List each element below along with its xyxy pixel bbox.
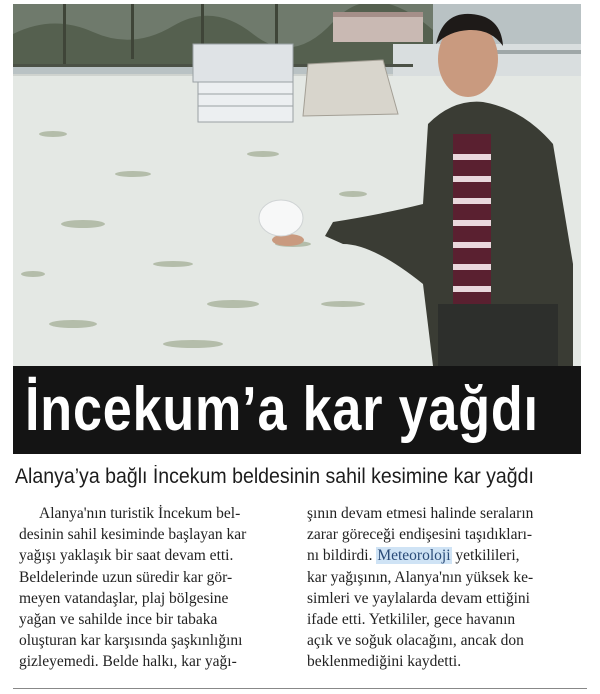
text-line: gizleyemedi. Belde halkı, kar yağı- (19, 653, 237, 671)
text-line: yağışı yaklaşık bir saat devam etti. (19, 547, 234, 565)
text-line: şının devam etmesi halinde seraların (307, 505, 534, 522)
text-line (307, 545, 574, 566)
beach-snow-photo (13, 4, 581, 366)
text-line-start: nı bildirdi. (307, 547, 373, 565)
text-line: açık ve soğuk olacağını, ancak don (307, 632, 524, 650)
text-line: yağan ve sahilde ince bir tabaka (19, 611, 218, 629)
headline-bar (13, 366, 581, 454)
article-column-right (307, 503, 574, 673)
text-line: kar yağışının, Alanya'nın yüksek ke- (307, 568, 534, 586)
photo-illustration (13, 4, 581, 366)
subtitle: Alanya’ya bağlı İncekum beldesinin sahil kesimine kar yağdı (15, 465, 534, 488)
headline: İncekum’a kar yağdı (25, 375, 539, 444)
text-line: Alanya'nın turistik İncekum bel- (39, 505, 241, 522)
text-line: beklenmediğini kaydetti. (307, 653, 462, 671)
bottom-divider (13, 688, 587, 689)
text-line-end: yetkilileri, (451, 547, 520, 565)
text-line: Beldelerinde uzun süredir kar gör- (19, 568, 233, 586)
text-line: ifade etti. Yetkililer, gece havanın (307, 611, 516, 629)
text-line: desinin sahil kesiminde başlayan kar (19, 526, 247, 544)
text-line: meyen vatandaşlar, plaj bölgesine (19, 589, 229, 607)
text-line: oluşturan kar karşısında şaşkınlığını (19, 632, 243, 650)
article-column-left (19, 503, 286, 673)
highlighted-word: Meteoroloji (377, 547, 451, 565)
text-line: zarar göreceği endişesini taşıdıkları- (307, 526, 533, 544)
text-line: simleri ve yaylalarda devam ettiğini (307, 589, 530, 607)
